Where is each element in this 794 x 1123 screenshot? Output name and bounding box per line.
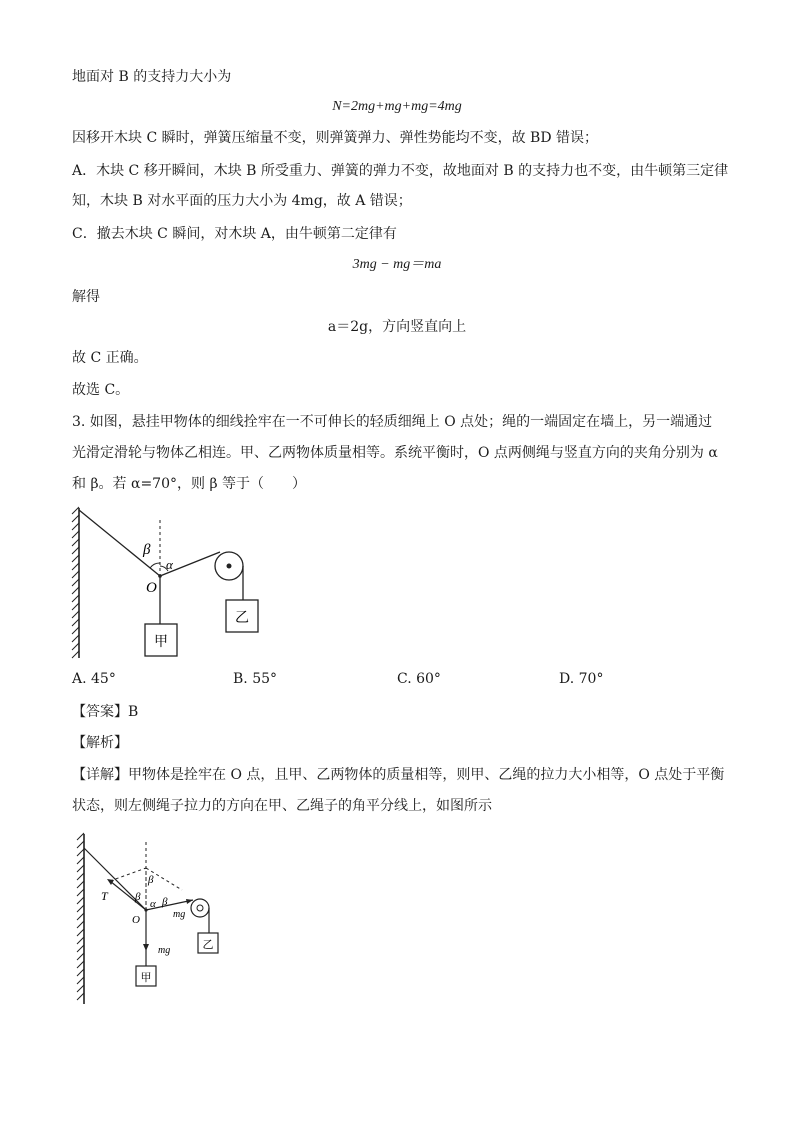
question-3-line: 和 β。若 α=70°，则 β 等于（ ） — [72, 476, 306, 492]
text-line: 故选 C。 — [72, 382, 130, 398]
figure-2-force-diagram — [0, 828, 794, 1018]
option-c: C. 60° — [397, 671, 441, 687]
equation-newton-second-law: 3mg − mg＝ma — [352, 257, 442, 272]
alpha-label: α — [150, 898, 156, 910]
text-line: 故 C 正确。 — [72, 350, 148, 366]
text-line: 地面对 B 的支持力大小为 — [72, 69, 232, 85]
option-b: B. 55° — [233, 671, 278, 687]
answer-label: 【答案】B — [72, 704, 139, 720]
text-line: 知，木块 B 对水平面的压力大小为 4mg，故 A 错误； — [72, 193, 412, 209]
option-a: A. 45° — [72, 671, 116, 687]
mg-down-label: mg — [158, 945, 171, 956]
tension-t-label: T — [101, 889, 108, 903]
beta-label: β — [135, 891, 141, 903]
beta-label: β — [162, 896, 168, 908]
point-o-label: O — [146, 580, 157, 596]
text-line: 解得 — [72, 289, 100, 305]
text-line: C．撤去木块 C 瞬间，对木块 A，由牛顿第二定律有 — [72, 226, 397, 242]
equation-normal-force: N=2mg+mg+mg=4mg — [332, 99, 462, 114]
detail-line: 状态，则左侧绳子拉力的方向在甲、乙绳子的角平分线上，如图所示 — [72, 798, 492, 814]
text-line: 因移开木块 C 瞬时，弹簧压缩量不变，则弹簧弹力、弹性势能均不变，故 BD 错误； — [72, 130, 599, 146]
beta-label: β — [143, 542, 151, 558]
block-yi-label: 乙 — [235, 611, 249, 626]
mg-right-label: mg — [173, 909, 186, 920]
analysis-label: 【解析】 — [72, 735, 128, 751]
option-d: D. 70° — [559, 671, 604, 687]
point-o-label: O — [132, 914, 140, 926]
question-3-line: 3. 如图，悬挂甲物体的细线拴牢在一不可伸长的轻质细绳上 O 点处；绳的一端固定在墙上，另一端通过 — [72, 414, 713, 430]
alpha-label: α — [166, 557, 173, 572]
text-line: A．木块 C 移开瞬间，木块 B 所受重力、弹簧的弹力不变，故地面对 B 的支持力也不变，由牛顿第三定律 — [72, 163, 729, 179]
detail-line: 【详解】甲物体是拴牢在 O 点，且甲、乙两物体的质量相等，则甲、乙绳的拉力大小相等，O 点处于平衡 — [72, 767, 725, 783]
question-3-line: 光滑定滑轮与物体乙相连。甲、乙两物体质量相等。系统平衡时，O 点两侧绳与竖直方向的夹角分别为 α — [72, 445, 718, 461]
block-jia-label: 甲 — [140, 972, 152, 984]
block-yi-label: 乙 — [202, 939, 214, 951]
block-jia-label: 甲 — [154, 635, 168, 650]
beta-label: β — [148, 874, 154, 886]
equation-acceleration: a＝2g，方向竖直向上 — [327, 319, 467, 335]
figure-1-pulley-system — [0, 500, 794, 690]
